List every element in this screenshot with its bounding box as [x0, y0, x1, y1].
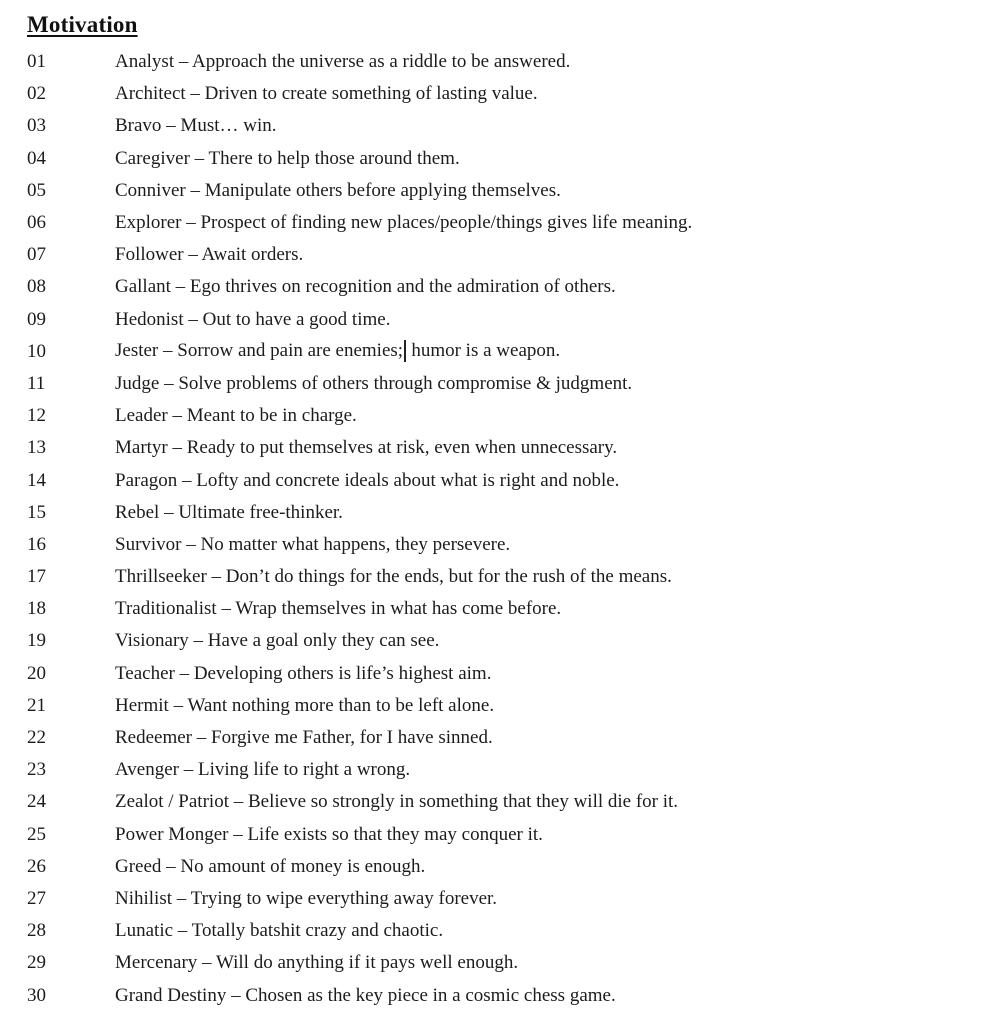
- item-text: Visionary – Have a goal only they can see.: [115, 630, 440, 652]
- list-item[interactable]: [27, 175, 984, 207]
- item-number: 19: [27, 630, 46, 652]
- item-text: Redeemer – Forgive me Father, for I have sinned.: [115, 727, 493, 749]
- item-number: 06: [27, 212, 46, 234]
- item-number: 26: [27, 855, 46, 877]
- item-text: Hedonist – Out to have a good time.: [115, 308, 391, 330]
- item-number: 07: [27, 244, 46, 266]
- item-text: Thrillseeker – Don’t do things for the ends, but for the rush of the means.: [115, 566, 672, 588]
- item-number: 03: [27, 115, 46, 137]
- item-text: Gallant – Ego thrives on recognition and the admiration of others.: [115, 276, 616, 298]
- page-title: Motivation: [27, 12, 138, 37]
- list-item[interactable]: [27, 336, 984, 368]
- item-text: Greed – No amount of money is enough.: [115, 855, 426, 877]
- list-item[interactable]: [27, 143, 984, 175]
- item-number: 16: [27, 533, 46, 555]
- item-number: 30: [27, 984, 46, 1006]
- list-item[interactable]: [27, 464, 984, 496]
- text-cursor: [404, 340, 406, 362]
- list-item[interactable]: [27, 851, 984, 883]
- list-item[interactable]: [27, 593, 984, 625]
- item-number: 09: [27, 308, 46, 330]
- item-number: 13: [27, 437, 46, 459]
- item-number: 14: [27, 469, 46, 491]
- list-item[interactable]: [27, 658, 984, 690]
- item-number: 28: [27, 920, 46, 942]
- item-text: Nihilist – Trying to wipe everything away forever.: [115, 887, 498, 909]
- item-text: Hermit – Want nothing more than to be left alone.: [115, 694, 495, 716]
- item-number: 22: [27, 727, 46, 749]
- motivation-list: [27, 46, 984, 1012]
- item-number: 12: [27, 405, 46, 427]
- item-text: Architect – Driven to create something of lasting value.: [115, 83, 538, 105]
- list-item[interactable]: [27, 239, 984, 271]
- list-item[interactable]: [27, 368, 984, 400]
- item-text: Paragon – Lofty and concrete ideals about what is right and noble.: [115, 469, 620, 491]
- item-text: Conniver – Manipulate others before applying themselves.: [115, 179, 561, 201]
- item-number: 27: [27, 887, 46, 909]
- list-item[interactable]: [27, 561, 984, 593]
- list-item[interactable]: [27, 786, 984, 818]
- item-number: 02: [27, 83, 46, 105]
- item-number: 25: [27, 823, 46, 845]
- item-number: 24: [27, 791, 46, 813]
- item-text: Explorer – Prospect of finding new places/people/things gives life meaning.: [115, 212, 693, 234]
- item-number: 10: [27, 340, 46, 362]
- list-item[interactable]: [27, 883, 984, 915]
- item-text: Avenger – Living life to right a wrong.: [115, 759, 411, 781]
- list-item[interactable]: [27, 207, 984, 239]
- item-text: Bravo – Must… win.: [115, 115, 277, 137]
- item-number: 08: [27, 276, 46, 298]
- list-item[interactable]: [27, 625, 984, 657]
- item-text: Caregiver – There to help those around them.: [115, 147, 460, 169]
- item-number: 21: [27, 694, 46, 716]
- list-item[interactable]: [27, 78, 984, 110]
- list-item[interactable]: [27, 754, 984, 786]
- list-item[interactable]: [27, 304, 984, 336]
- item-number: 23: [27, 759, 46, 781]
- item-number: 01: [27, 51, 46, 73]
- item-number: 20: [27, 662, 46, 684]
- list-item[interactable]: [27, 947, 984, 979]
- item-text: Rebel – Ultimate free-thinker.: [115, 501, 343, 523]
- item-number: 18: [27, 598, 46, 620]
- item-text: Martyr – Ready to put themselves at risk, even when unnecessary.: [115, 437, 618, 459]
- item-number: 29: [27, 952, 46, 974]
- list-item[interactable]: [27, 46, 984, 78]
- item-text: Zealot / Patriot – Believe so strongly in something that they will die for it.: [115, 791, 679, 813]
- list-item[interactable]: [27, 400, 984, 432]
- item-text: Jester – Sorrow and pain are enemies; humor is a weapon.: [115, 340, 561, 362]
- item-text: Teacher – Developing others is life’s highest aim.: [115, 662, 492, 684]
- list-item[interactable]: [27, 529, 984, 561]
- list-item[interactable]: [27, 722, 984, 754]
- list-item[interactable]: [27, 979, 984, 1011]
- item-number: 11: [27, 372, 46, 394]
- item-text: Follower – Await orders.: [115, 244, 304, 266]
- item-text: Analyst – Approach the universe as a riddle to be answered.: [115, 51, 571, 73]
- list-item[interactable]: [27, 690, 984, 722]
- item-text: Survivor – No matter what happens, they persevere.: [115, 533, 511, 555]
- item-text: Mercenary – Will do anything if it pays well enough.: [115, 952, 519, 974]
- item-text: Grand Destiny – Chosen as the key piece in a cosmic chess game.: [115, 984, 616, 1006]
- item-number: 05: [27, 179, 46, 201]
- list-item[interactable]: [27, 271, 984, 303]
- item-text: Judge – Solve problems of others through compromise & judgment.: [115, 372, 633, 394]
- item-text: Traditionalist – Wrap themselves in what has come before.: [115, 598, 562, 620]
- item-number: 17: [27, 566, 46, 588]
- item-number: 04: [27, 147, 46, 169]
- item-text: Lunatic – Totally batshit crazy and chaotic.: [115, 920, 444, 942]
- list-item[interactable]: [27, 915, 984, 947]
- list-item[interactable]: [27, 110, 984, 142]
- list-item[interactable]: [27, 432, 984, 464]
- item-number: 15: [27, 501, 46, 523]
- item-text: Power Monger – Life exists so that they may conquer it.: [115, 823, 543, 845]
- item-text: Leader – Meant to be in charge.: [115, 405, 357, 427]
- list-item[interactable]: [27, 497, 984, 529]
- list-item[interactable]: [27, 819, 984, 851]
